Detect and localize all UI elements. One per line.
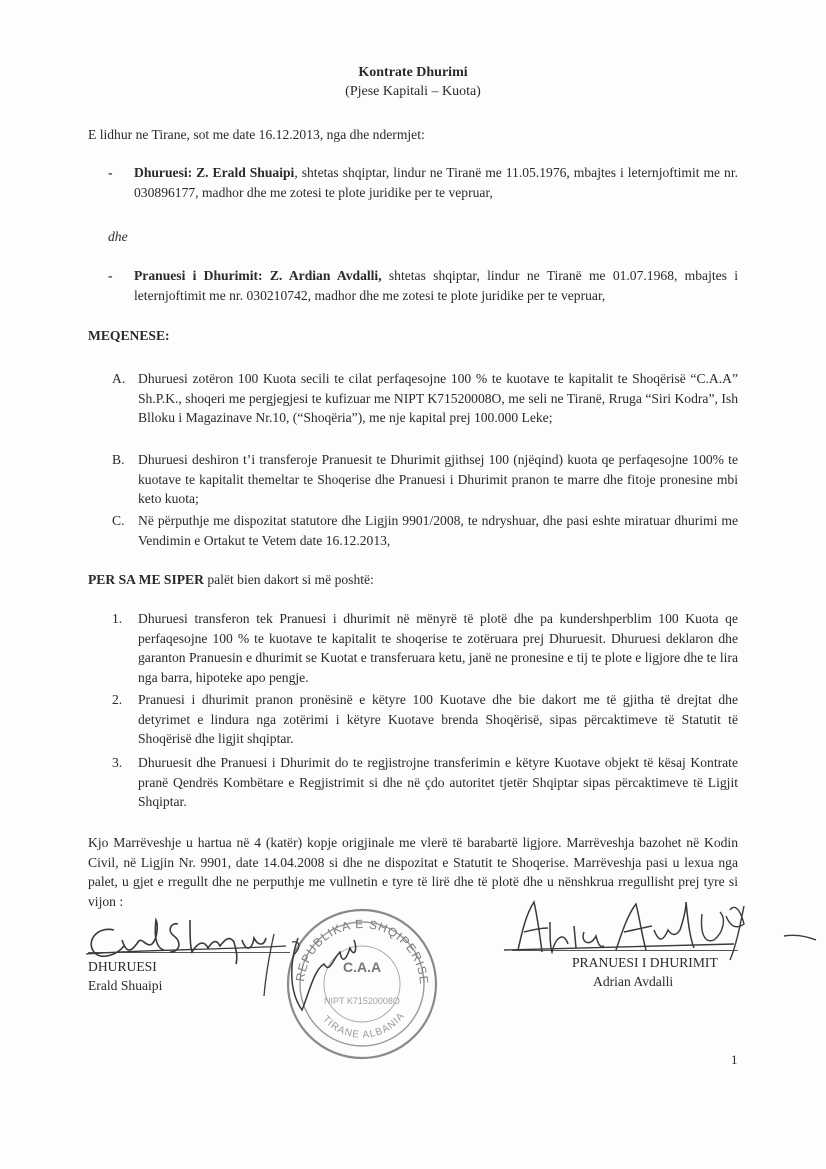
list-dash: - (108, 165, 113, 180)
item-marker: A. (112, 371, 126, 386)
closing-paragraph: Kjo Marrëveshje u hartua në 4 (katër) kopje origjinale me vlerë të barabartë ligjore. Marrëveshja bazohet në Kodin Civil, në Ligjin Nr. 9901, date 14.04.2008 si dhe ne dispozitat e Statutit te Shoqerise. Marrëveshja pasi u lexua nga palet, u gjet e rregullt dhe ne perputhje me vullnetin e tyre të lirë dhe të plotë dhe u nënshkrua rregullisht prej tyre si vijon : (88, 835, 738, 909)
whereas-heading: MEQENESE: (88, 328, 170, 343)
item-text: Në përputhje me dispozitat statutore dhe Ligjin 9901/2008, te ndryshuar, dhe pasi eshte miratuar dhurimi me Vendimin e Ortakut te Vetem date 16.12.2013, (138, 513, 738, 548)
list-dash: - (108, 268, 113, 283)
donor-name: Erald Shuaipi (88, 978, 163, 993)
recipient-role: PRANUESI I DHURIMIT (572, 955, 718, 970)
recipient-signature (504, 896, 824, 966)
document-title: Kontrate Dhurimi (358, 65, 468, 80)
clause-item (108, 690, 738, 749)
donor-label: Dhuruesi: Z. Erald Shuaipi (134, 165, 295, 180)
recipient-label: Pranuesi i Dhurimit: Z. Ardian Avdalli, (134, 268, 382, 283)
whereas-item (108, 450, 738, 509)
clause-number: 3. (112, 755, 123, 770)
party-donor (108, 163, 738, 202)
clause-text: Pranuesi i dhurimit pranon pronësinë e këtyre 100 Kuotave dhe bie dakort me të gjitha të drejtat dhe detyrimet e lindura nga zotërimi i këtyre Kuotave brenda Shoqërisë, sipas përcaktimeve të Statutit të Shoqërisë dhe ligjit shqiptar. (138, 692, 738, 746)
clause-text: Dhuruesit dhe Pranuesi i Dhurimit do te regjistrojne transferimin e këtyre Kuotave objekt të kësaj Kontrate pranë Qendrës Kombëtare e Regjistrimit si dhe në çdo autoritet tjetër Shqiptar sipas përcaktimeve të Ligjit Shqiptar. (138, 755, 738, 809)
stamp-ring-text: REPUBLIKA E SHQIPERISE (293, 916, 432, 986)
donor-role: DHURUESI (88, 959, 157, 974)
agreement-heading-bold: PER SA ME SIPER (88, 572, 204, 587)
connector-dhe: dhe (108, 229, 128, 244)
clause-text: Dhuruesi transferon tek Pranuesi i dhurimit në mënyrë të plotë dhe pa kundershperblim 100 Kuota qe perfaqesojne 100 % te kuotave te kapitalit te shoqerise te zotëruara prej Dhuruesit. Dhuruesi deklaron dhe garanton Pranuesin e dhurimit se Kuotat e transferuara ketu, janë ne pronesine e tij te plote e ligjore dhe te lira nga barra, hipoteke apo pengje. (138, 611, 738, 685)
page-number: 1 (731, 1052, 738, 1067)
item-marker: B. (112, 452, 125, 467)
item-text: Dhuruesi deshiron t’i transferoje Pranuesit te Dhurimit gjithsej 100 (njëqind) kuota qe perfaqesojne 100% te kuotave te kapitalit themeltar te Shoqerise dhe Pranuesi i Dhurimit pranon te marre dhe fitoje pronesine mbi keto kuota; (138, 452, 738, 506)
document-subtitle: (Pjese Kapitali – Kuota) (345, 84, 481, 99)
item-text: Dhuruesi zotëron 100 Kuota secili te cilat perfaqesojne 100 % te kuotave te kapitalit te Shoqërisë “C.A.A” Sh.P.K., shoqeri me pergjegjesi te kufizuar me NIPT K71520008O, me seli ne Tiranë, Rruga “Siri Kodra”, Ish Blloku i Magazinave Nr.10, (“Shoqëria”), me nje kapital prej 100.000 Leke; (138, 371, 738, 425)
clause-item (108, 609, 738, 687)
agreement-heading (88, 572, 374, 588)
clause-number: 1. (112, 611, 123, 626)
stamp-nipt: NIPT K71520008O (324, 996, 400, 1006)
recipient-name: Adrian Avdalli (593, 974, 674, 989)
donor-signature (86, 912, 306, 1012)
whereas-item (108, 369, 738, 428)
clause-number: 2. (112, 692, 123, 707)
party-recipient (108, 266, 738, 305)
stamp-city: TIRANE ALBANIA (320, 1010, 408, 1041)
item-marker: C. (112, 513, 125, 528)
clause-item (108, 753, 738, 812)
intro-paragraph: E lidhur ne Tirane, sot me date 16.12.2013, nga dhe ndermjet: (88, 127, 425, 142)
donor-details: , shtetas shqiptar, lindur ne Tiranë me 11.05.1976, mbajtes i leternjoftimit me nr. 030896177, madhor dhe me zotesi te plote juridike per te vepruar, (134, 165, 738, 200)
agreement-heading-rest: palët bien dakort si më poshtë: (203, 572, 374, 587)
recipient-details: shtetas shqiptar, lindur ne Tiranë me 01.07.1968, mbajtes i leternjoftimit me nr. 030210742, madhor dhe me zotesi te plote juridike per te vepruar, (134, 268, 738, 303)
whereas-item (108, 511, 738, 550)
stamp-center-text: C.A.A (342, 959, 382, 975)
stamp-signature (284, 930, 364, 1020)
